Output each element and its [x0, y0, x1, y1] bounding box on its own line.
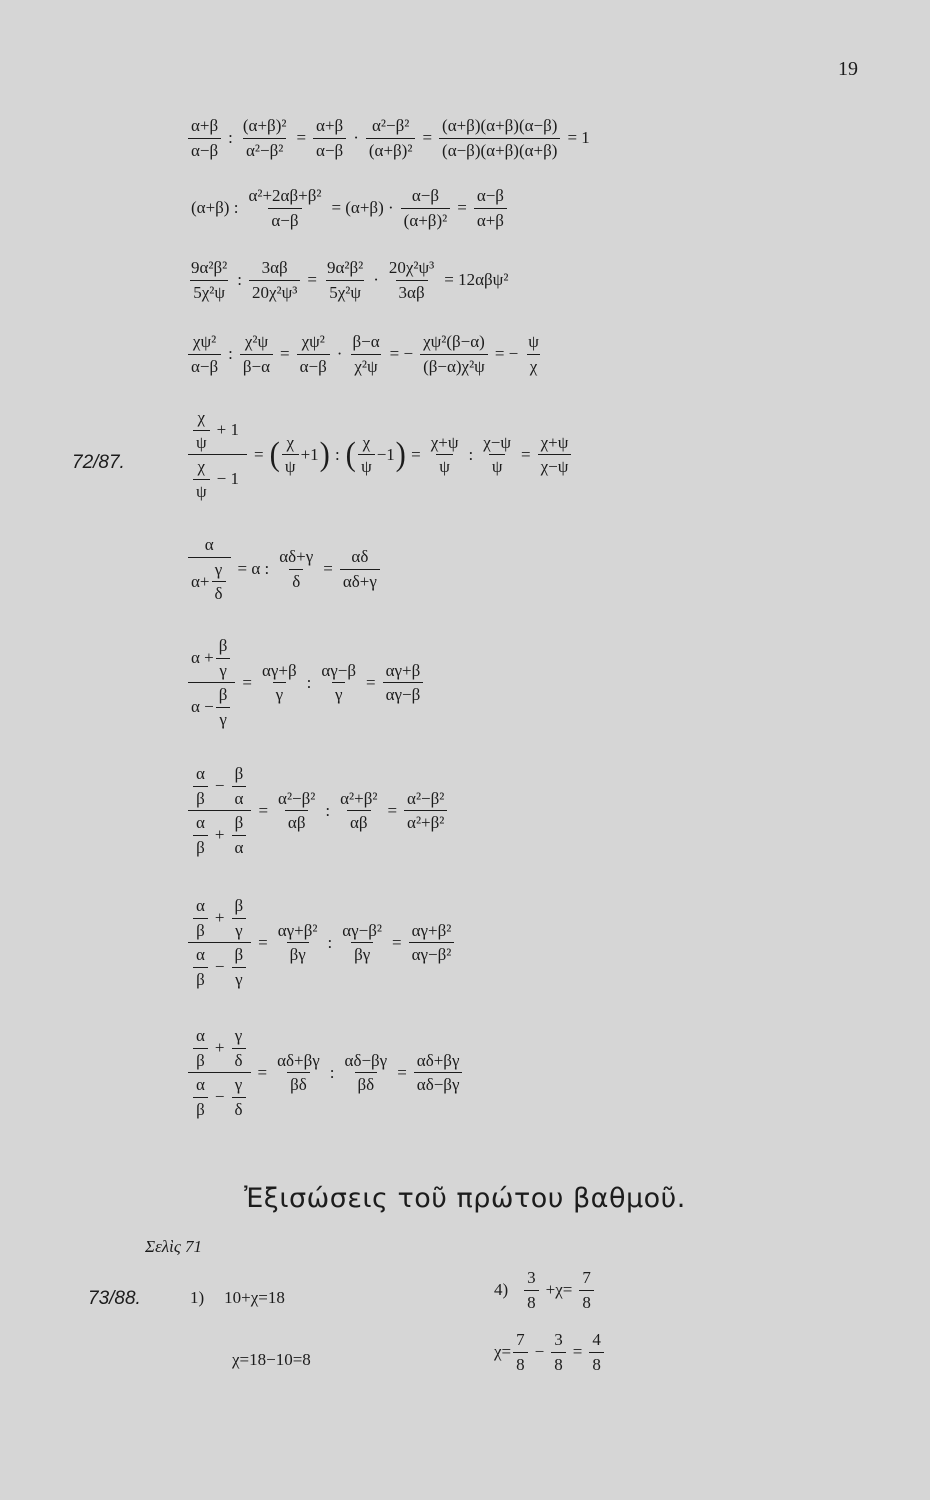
fraction — [188, 332, 221, 376]
math-term: β — [193, 967, 208, 990]
equation-8 — [186, 764, 449, 857]
fraction — [193, 408, 210, 452]
math-term: −1 — [376, 444, 395, 464]
math-term: α+β — [316, 116, 344, 135]
fraction — [188, 535, 231, 604]
math-term: (α−β)(α+β)(α+β) — [439, 138, 560, 161]
fraction — [188, 764, 251, 857]
fraction — [386, 258, 437, 302]
problem-label-73: 73/88. — [88, 1288, 141, 1309]
math-term: α — [196, 813, 205, 833]
fraction — [275, 921, 321, 965]
math-term: δ — [232, 1097, 246, 1120]
math-term: β — [234, 896, 244, 915]
math-term: χ−ψ — [538, 454, 572, 477]
math-term: χ+ψ — [430, 432, 459, 452]
math-term: β — [193, 1048, 208, 1071]
math-term: β — [193, 786, 208, 809]
math-term: α²+β² — [340, 788, 378, 808]
math-term: ψ — [193, 479, 210, 502]
math-term: α−β — [268, 208, 301, 231]
math-term: 8 — [524, 1290, 539, 1313]
math-term: = − — [494, 344, 519, 364]
math-term: ψ — [489, 454, 506, 477]
equation-2 — [186, 186, 509, 230]
math-term: α²−β² — [243, 138, 286, 161]
fraction — [249, 258, 300, 302]
math-term: α — [196, 764, 205, 783]
fraction — [240, 332, 273, 376]
fraction — [404, 789, 447, 833]
math-term: α−β — [297, 354, 330, 377]
math-term: χ — [197, 408, 206, 427]
math-term: : — [329, 1062, 335, 1082]
math-term: 8 — [551, 1352, 566, 1375]
math-term: +χ= — [545, 1280, 573, 1300]
math-term: 5χ²ψ — [326, 280, 364, 303]
math-term: α — [232, 786, 247, 809]
math-term: χ — [527, 354, 541, 377]
math-term: = — [392, 932, 402, 952]
math-term: · — [373, 270, 379, 290]
fraction — [188, 116, 221, 160]
math-term: = — [387, 800, 398, 820]
math-term: β — [218, 636, 228, 655]
fraction — [188, 258, 230, 302]
math-term: (β−α)χ²ψ — [420, 354, 488, 377]
fraction — [297, 332, 330, 376]
math-term: α²+2αβ+β² — [248, 186, 322, 205]
equation-9 — [186, 896, 456, 989]
math-term: = − — [389, 344, 414, 364]
fraction — [193, 1026, 208, 1070]
parenthesis: ( — [345, 435, 356, 473]
math-term: = 1 — [567, 128, 590, 148]
fraction — [538, 433, 572, 477]
math-term: β−α — [240, 354, 273, 377]
math-term: : — [325, 800, 331, 820]
math-term: χψ²(β−α) — [423, 332, 485, 351]
math-term: α — [196, 1075, 205, 1095]
fraction — [480, 433, 514, 477]
fraction — [474, 186, 507, 230]
math-term: α²−β² — [278, 788, 316, 808]
math-term: αγ−β² — [409, 942, 455, 965]
math-term: 9α²β² — [326, 258, 364, 277]
math-term: 4 — [592, 1330, 601, 1349]
math-term: : — [327, 932, 333, 952]
math-term: β — [218, 685, 228, 705]
math-term: = — [323, 559, 333, 579]
fraction — [232, 1075, 246, 1119]
math-term: 8 — [579, 1290, 594, 1313]
math-term: α²−β² — [407, 788, 445, 808]
fraction — [282, 433, 299, 477]
fraction — [409, 921, 455, 965]
math-term: αβ — [285, 810, 309, 833]
equation-72 — [186, 408, 573, 501]
fraction — [439, 116, 560, 160]
fraction — [349, 332, 382, 376]
math-term: : — [228, 128, 233, 148]
parenthesis: ( — [269, 435, 280, 473]
math-term: = — [521, 444, 531, 464]
math-term: + 1 — [216, 420, 239, 440]
math-term: α²−β² — [371, 116, 410, 135]
math-term: 3αβ — [261, 258, 288, 277]
math-term: χ+ψ — [540, 432, 569, 452]
fraction — [342, 1051, 391, 1095]
math-term: 5χ²ψ — [190, 280, 228, 303]
math-term: β — [193, 918, 208, 941]
math-term: : — [335, 444, 340, 464]
math-term: − — [214, 957, 225, 977]
math-term: αγ+β² — [411, 920, 452, 940]
fraction — [589, 1330, 604, 1374]
math-term: 7 — [582, 1268, 591, 1287]
math-term: ψ — [528, 332, 539, 351]
math-term: ψ — [193, 430, 210, 453]
exercise-1-solution: χ=18−10=8 — [232, 1350, 311, 1369]
fraction — [240, 116, 290, 160]
math-term: + — [214, 825, 225, 845]
math-term: : — [306, 672, 312, 692]
math-term: β — [193, 835, 208, 858]
math-term: χ — [197, 457, 206, 477]
parenthesis: ) — [319, 435, 330, 473]
math-term: = — [422, 128, 433, 148]
fraction — [525, 332, 542, 376]
fraction — [340, 547, 380, 591]
exercise-4 — [494, 1268, 596, 1312]
math-term: (α+β)² — [242, 116, 287, 135]
math-term: αγ+β² — [277, 920, 318, 940]
math-term: = — [411, 444, 421, 464]
fraction — [232, 764, 247, 808]
math-term: = — [257, 1062, 268, 1082]
section-heading: Ἐξισώσεις τοῦ πρώτου βαθμοῦ. — [244, 1183, 686, 1214]
page-reference: Σελὶς 71 — [145, 1237, 203, 1256]
math-term: α−β — [476, 186, 504, 205]
math-term: · — [336, 344, 343, 364]
math-term: α+β — [191, 116, 219, 135]
math-term: = — [242, 672, 252, 692]
math-term: β — [234, 945, 244, 965]
exercise-1 — [190, 1288, 285, 1308]
math-term: = — [258, 800, 269, 820]
math-term: γ — [332, 682, 346, 705]
math-term: 3αβ — [396, 280, 428, 303]
fraction — [232, 945, 247, 989]
math-term: γ — [234, 1026, 243, 1045]
fraction — [245, 186, 324, 230]
fraction — [401, 186, 451, 230]
math-term: = — [397, 1062, 407, 1082]
equation-1 — [186, 116, 595, 160]
math-term: : — [237, 270, 242, 290]
fraction — [212, 560, 226, 604]
math-term: 20χ²ψ³ — [388, 258, 435, 277]
math-term: χ — [362, 432, 371, 452]
math-term: χ — [286, 432, 295, 452]
fraction — [551, 1330, 566, 1374]
math-term: β−α — [352, 332, 380, 351]
fraction — [339, 921, 385, 965]
math-term: γ — [216, 658, 230, 681]
math-term: + — [214, 908, 225, 928]
math-term: χ²ψ — [351, 354, 380, 377]
math-term: αγ+β — [262, 660, 297, 680]
math-term: α+ — [191, 571, 210, 591]
math-term: − — [534, 1342, 545, 1362]
math-term: α²+β² — [404, 810, 447, 833]
math-term: 3 — [554, 1330, 563, 1349]
math-term: = — [258, 932, 268, 952]
equation-6 — [186, 535, 382, 604]
math-term: χψ² — [301, 332, 325, 351]
fraction — [337, 789, 380, 833]
math-term: αδ−βγ — [344, 1050, 388, 1070]
math-term: α — [232, 835, 247, 858]
math-term: − — [214, 776, 225, 796]
math-term: : — [228, 344, 233, 364]
fraction — [216, 636, 231, 680]
fraction — [428, 433, 462, 477]
math-term: 9α²β² — [191, 258, 228, 277]
math-term: βγ — [287, 942, 309, 965]
math-term: = α : — [237, 559, 270, 579]
math-term: γ — [273, 682, 287, 705]
math-term: βγ — [351, 942, 373, 965]
math-term: γ — [214, 559, 223, 579]
fraction — [324, 258, 366, 302]
fraction — [524, 1268, 539, 1312]
math-term: = — [366, 672, 376, 692]
math-term: (α+β)² — [401, 208, 451, 231]
math-term: αδ+γ — [340, 569, 380, 592]
math-term: α — [196, 896, 205, 915]
math-term: β — [234, 764, 244, 783]
compound-fraction — [188, 408, 247, 501]
exercise-number: 1) — [190, 1288, 205, 1307]
math-term: βδ — [287, 1072, 310, 1095]
math-term: ψ — [358, 454, 375, 477]
math-term: α — [196, 945, 205, 965]
fraction — [193, 813, 208, 857]
fraction — [232, 896, 247, 940]
fraction — [232, 1026, 246, 1070]
fraction — [188, 636, 235, 729]
fraction — [193, 945, 208, 989]
fraction — [513, 1330, 528, 1374]
math-term: +1 — [300, 444, 319, 464]
math-term: 20χ²ψ³ — [249, 280, 300, 303]
exercise-4-solution — [494, 1330, 606, 1374]
math-term: α−β — [313, 138, 346, 161]
fraction — [420, 332, 488, 376]
math-term: α − — [191, 697, 214, 717]
math-term: χ= — [494, 1342, 512, 1362]
math-term: αγ−β — [383, 682, 424, 705]
equation-4 — [186, 332, 544, 376]
math-term: = — [457, 198, 467, 218]
math-term: 7 — [516, 1330, 525, 1349]
math-term: (α+β)² — [366, 138, 416, 161]
math-term: = — [254, 444, 264, 464]
math-term: α−β — [411, 186, 440, 205]
math-term: γ — [232, 967, 246, 990]
math-term: δ — [232, 1048, 246, 1071]
equation-3 — [186, 258, 513, 302]
fraction — [232, 813, 247, 857]
fraction — [579, 1268, 594, 1312]
fraction — [366, 116, 416, 160]
math-term: β — [234, 813, 244, 833]
fraction — [383, 661, 424, 705]
math-term: αδ+βγ — [416, 1050, 460, 1070]
fraction — [188, 1026, 251, 1119]
math-term: 3 — [527, 1268, 536, 1287]
fraction — [358, 433, 375, 477]
math-term: (α+β)(α+β)(α−β) — [442, 116, 558, 135]
fraction — [188, 896, 251, 989]
math-term: = — [280, 344, 290, 364]
math-term: χ²ψ — [244, 332, 269, 351]
math-term: − — [214, 1087, 225, 1107]
equation-7 — [186, 636, 425, 729]
fraction — [193, 1075, 208, 1119]
math-term: γ — [232, 918, 246, 941]
math-term: = — [296, 128, 307, 148]
math-term: γ — [234, 1075, 243, 1095]
math-term: (α+β) : — [191, 198, 239, 218]
math-term: · — [353, 128, 359, 148]
math-term: 8 — [513, 1352, 528, 1375]
math-term: : — [468, 444, 474, 464]
fraction — [414, 1051, 463, 1095]
fraction — [274, 1051, 323, 1095]
math-term: δ — [289, 569, 303, 592]
math-term: 8 — [589, 1352, 604, 1375]
equation-10 — [186, 1026, 464, 1119]
math-term: α−β — [188, 138, 221, 161]
parenthesis: ) — [395, 435, 406, 473]
math-term: = — [307, 270, 317, 290]
problem-label-72: 72/87. — [72, 452, 125, 473]
fraction — [275, 789, 318, 833]
page-number: 19 — [838, 58, 858, 80]
fraction — [276, 547, 316, 591]
math-term: + — [214, 1038, 225, 1058]
math-term: α + — [191, 648, 214, 668]
math-term: = 12αβψ² — [444, 270, 509, 290]
math-term: αγ−β — [321, 660, 357, 680]
math-term: α — [196, 1026, 205, 1045]
math-term: αβ — [347, 810, 371, 833]
math-term: α+β — [474, 208, 507, 231]
fraction — [313, 116, 346, 160]
math-term: αγ+β — [385, 660, 421, 680]
exercise-number: 4) — [494, 1280, 509, 1300]
math-term: − 1 — [216, 469, 239, 489]
fraction — [318, 661, 359, 705]
math-term: α — [204, 535, 214, 554]
math-term: χ−ψ — [483, 432, 512, 452]
exercise-equation: 10+χ=18 — [224, 1288, 285, 1307]
math-term: = — [572, 1342, 583, 1362]
math-term: ψ — [436, 454, 453, 477]
fraction — [193, 896, 208, 940]
math-term: αδ−βγ — [414, 1072, 463, 1095]
fraction — [193, 764, 208, 808]
math-term: αδ+βγ — [277, 1050, 320, 1070]
math-term: α−β — [188, 354, 221, 377]
fraction — [193, 457, 210, 501]
math-term: αγ−β² — [342, 920, 383, 940]
math-term: β — [193, 1097, 208, 1120]
fraction — [216, 685, 231, 729]
math-term: ψ — [282, 454, 299, 477]
math-term: αδ — [351, 547, 369, 567]
math-term: χψ² — [192, 332, 217, 351]
math-term: = (α+β) · — [331, 198, 394, 218]
fraction — [259, 661, 300, 705]
math-term: δ — [212, 581, 226, 604]
math-term: βδ — [355, 1072, 378, 1095]
math-term: αδ+γ — [279, 547, 314, 567]
math-term: γ — [216, 707, 230, 730]
